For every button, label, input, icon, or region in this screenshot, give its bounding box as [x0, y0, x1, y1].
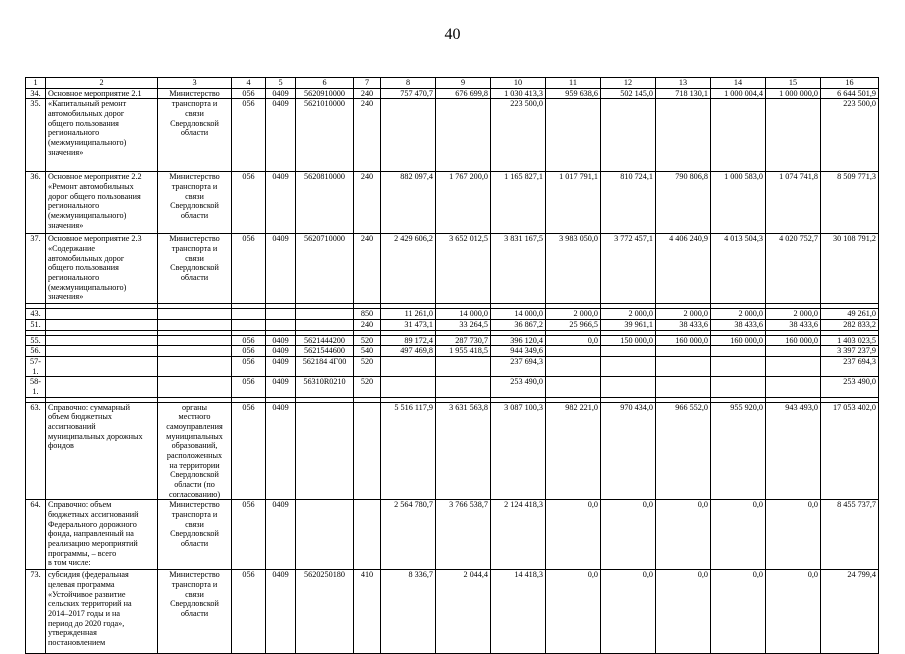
cell-target-article: 5620250180	[296, 570, 354, 654]
header-cell-year-2019: 13	[656, 78, 711, 89]
cell-year-2019: 160 000,0	[656, 335, 711, 346]
cell-row-number: 57-1.	[26, 357, 46, 377]
cell-year-2018	[601, 99, 656, 172]
header-cell-year-2015: 9	[436, 78, 491, 89]
cell-executor	[158, 335, 232, 346]
cell-total: 24 799,4	[821, 570, 879, 654]
cell-target-article: 5620810000	[296, 172, 354, 234]
cell-total: 237 694,3	[821, 357, 879, 377]
cell-total: 223 500,0	[821, 99, 879, 172]
cell-year-2017: 0,0	[546, 335, 601, 346]
cell-year-2019	[656, 346, 711, 357]
cell-section-code	[266, 309, 296, 320]
cell-year-2016: 237 694,3	[491, 357, 546, 377]
cell-executor: транспорта и связи Свердловской области	[158, 99, 232, 172]
cell-target-article: 5621544600	[296, 346, 354, 357]
header-cell-expense-type: 7	[354, 78, 381, 89]
cell-row-number: 64.	[26, 500, 46, 570]
cell-year-2020: 1 000 583,0	[711, 172, 766, 234]
table-row	[26, 377, 879, 397]
cell-year-2018: 2 000,0	[601, 309, 656, 320]
cell-year-2016: 223 500,0	[491, 99, 546, 172]
cell-year-2017: 2 000,0	[546, 309, 601, 320]
cell-year-2018	[601, 377, 656, 397]
cell-year-2021: 160 000,0	[766, 335, 821, 346]
cell-year-2016: 253 490,0	[491, 377, 546, 397]
cell-year-2021: 38 433,6	[766, 320, 821, 331]
cell-year-2021	[766, 346, 821, 357]
cell-year-2015: 3 631 563,8	[436, 402, 491, 500]
cell-year-2016: 3 087 100,3	[491, 402, 546, 500]
cell-year-2019: 0,0	[656, 500, 711, 570]
cell-year-2015: 287 730,7	[436, 335, 491, 346]
cell-grbs-code: 056	[232, 335, 266, 346]
cell-row-number: 35.	[26, 99, 46, 172]
cell-year-2018	[601, 357, 656, 377]
cell-row-number: 58-1.	[26, 377, 46, 397]
cell-year-2019: 2 000,0	[656, 309, 711, 320]
cell-year-2014: 882 097,4	[381, 172, 436, 234]
cell-measure-name: Основное мероприятие 2.2 «Ремонт автомобильных дорог общего пользования регионального (межмуниципального) значения»	[46, 172, 158, 234]
budget-table	[25, 77, 879, 654]
cell-year-2016: 944 349,6	[491, 346, 546, 357]
header-cell-section-code: 5	[266, 78, 296, 89]
cell-target-article	[296, 320, 354, 331]
cell-year-2021: 0,0	[766, 500, 821, 570]
cell-row-number: 34.	[26, 88, 46, 99]
cell-expense-type: 520	[354, 335, 381, 346]
cell-year-2015	[436, 357, 491, 377]
cell-total: 282 833,2	[821, 320, 879, 331]
cell-year-2015	[436, 99, 491, 172]
cell-measure-name	[46, 377, 158, 397]
cell-year-2021	[766, 377, 821, 397]
cell-executor	[158, 309, 232, 320]
table-row	[26, 570, 879, 654]
header-cell-year-2016: 10	[491, 78, 546, 89]
cell-year-2021: 943 493,0	[766, 402, 821, 500]
cell-grbs-code: 056	[232, 88, 266, 99]
cell-section-code: 0409	[266, 335, 296, 346]
cell-target-article: 5621010000	[296, 99, 354, 172]
cell-year-2015: 3 652 012,5	[436, 234, 491, 304]
cell-year-2018: 3 772 457,1	[601, 234, 656, 304]
cell-section-code: 0409	[266, 500, 296, 570]
cell-year-2014	[381, 99, 436, 172]
cell-year-2020: 4 013 504,3	[711, 234, 766, 304]
cell-year-2014: 2 429 606,2	[381, 234, 436, 304]
table-row	[26, 500, 879, 570]
cell-year-2021: 2 000,0	[766, 309, 821, 320]
cell-section-code: 0409	[266, 377, 296, 397]
cell-measure-name	[46, 357, 158, 377]
header-cell-grbs-code: 4	[232, 78, 266, 89]
cell-year-2016: 14 418,3	[491, 570, 546, 654]
table-row	[26, 234, 879, 304]
cell-year-2019: 790 806,8	[656, 172, 711, 234]
cell-year-2017	[546, 377, 601, 397]
cell-year-2020: 0,0	[711, 570, 766, 654]
header-cell-measure-name: 2	[46, 78, 158, 89]
cell-year-2017: 0,0	[546, 500, 601, 570]
cell-year-2019: 966 552,0	[656, 402, 711, 500]
cell-year-2018: 0,0	[601, 570, 656, 654]
cell-year-2019: 4 406 240,9	[656, 234, 711, 304]
cell-year-2014: 2 564 780,7	[381, 500, 436, 570]
cell-year-2016: 14 000,0	[491, 309, 546, 320]
cell-row-number: 73.	[26, 570, 46, 654]
cell-year-2021: 0,0	[766, 570, 821, 654]
cell-year-2021	[766, 357, 821, 377]
cell-year-2017	[546, 357, 601, 377]
header-cell-year-2020: 14	[711, 78, 766, 89]
cell-year-2015: 3 766 538,7	[436, 500, 491, 570]
cell-grbs-code: 056	[232, 402, 266, 500]
cell-year-2015	[436, 377, 491, 397]
cell-year-2016: 1 030 413,3	[491, 88, 546, 99]
cell-expense-type	[354, 402, 381, 500]
cell-measure-name: субсидия (федеральная целевая программа «Устойчивое развитие сельских территорий на 2014–2017 годы и на период до 2020 года», утвержденная постановлением	[46, 570, 158, 654]
cell-target-article	[296, 309, 354, 320]
cell-grbs-code: 056	[232, 346, 266, 357]
cell-year-2020: 1 000 004,4	[711, 88, 766, 99]
cell-year-2021: 1 000 000,0	[766, 88, 821, 99]
cell-executor: Министерство транспорта и связи Свердловской области	[158, 500, 232, 570]
cell-executor	[158, 377, 232, 397]
cell-year-2020	[711, 99, 766, 172]
cell-section-code: 0409	[266, 234, 296, 304]
cell-year-2015: 14 000,0	[436, 309, 491, 320]
cell-year-2015: 2 044,4	[436, 570, 491, 654]
cell-year-2021: 4 020 752,7	[766, 234, 821, 304]
cell-year-2014	[381, 357, 436, 377]
cell-year-2021: 1 074 741,8	[766, 172, 821, 234]
cell-grbs-code: 056	[232, 570, 266, 654]
cell-expense-type: 850	[354, 309, 381, 320]
cell-row-number: 43.	[26, 309, 46, 320]
cell-year-2017	[546, 346, 601, 357]
cell-section-code: 0409	[266, 172, 296, 234]
cell-expense-type: 520	[354, 377, 381, 397]
cell-year-2014: 31 473,1	[381, 320, 436, 331]
table-row	[26, 309, 879, 320]
cell-measure-name	[46, 335, 158, 346]
header-row	[26, 78, 879, 89]
cell-measure-name	[46, 346, 158, 357]
cell-total: 253 490,0	[821, 377, 879, 397]
cell-year-2020: 160 000,0	[711, 335, 766, 346]
cell-year-2015: 33 264,5	[436, 320, 491, 331]
cell-total: 6 644 501,9	[821, 88, 879, 99]
cell-row-number: 63.	[26, 402, 46, 500]
cell-total: 17 053 402,0	[821, 402, 879, 500]
cell-year-2020: 0,0	[711, 500, 766, 570]
table-row	[26, 335, 879, 346]
cell-expense-type: 240	[354, 234, 381, 304]
cell-year-2014: 89 172,4	[381, 335, 436, 346]
cell-expense-type: 240	[354, 99, 381, 172]
cell-year-2017: 1 017 791,1	[546, 172, 601, 234]
cell-target-article: 5621444200	[296, 335, 354, 346]
cell-year-2020: 2 000,0	[711, 309, 766, 320]
cell-year-2018: 810 724,1	[601, 172, 656, 234]
cell-year-2020	[711, 346, 766, 357]
header-cell-row-number: 1	[26, 78, 46, 89]
cell-executor: Министерство	[158, 88, 232, 99]
cell-target-article: 5620710000	[296, 234, 354, 304]
cell-total: 30 108 791,2	[821, 234, 879, 304]
cell-year-2019	[656, 99, 711, 172]
cell-executor: Министерство транспорта и связи Свердловской области	[158, 234, 232, 304]
cell-section-code: 0409	[266, 570, 296, 654]
header-cell-total: 16	[821, 78, 879, 89]
cell-year-2019	[656, 377, 711, 397]
cell-measure-name: Основное мероприятие 2.3 «Содержание автомобильных дорог общего пользования регионального (межмуниципального) значения»	[46, 234, 158, 304]
cell-year-2017: 959 638,6	[546, 88, 601, 99]
cell-year-2016: 1 165 827,1	[491, 172, 546, 234]
header-cell-executor: 3	[158, 78, 232, 89]
cell-total: 3 397 237,9	[821, 346, 879, 357]
cell-section-code: 0409	[266, 357, 296, 377]
cell-section-code: 0409	[266, 346, 296, 357]
cell-year-2018: 970 434,0	[601, 402, 656, 500]
cell-measure-name	[46, 309, 158, 320]
cell-grbs-code	[232, 309, 266, 320]
cell-year-2014: 11 261,0	[381, 309, 436, 320]
cell-year-2018	[601, 346, 656, 357]
cell-year-2015: 1 955 418,5	[436, 346, 491, 357]
table-row	[26, 88, 879, 99]
cell-executor: органы местного самоуправления муниципальных образований, расположенных на территории Свердловской области (по согласованию)	[158, 402, 232, 500]
cell-measure-name: Справочно: объем бюджетных ассигнований Федерального дорожного фонда, направленный на реализацию мероприятий программы, – всего в том числе:	[46, 500, 158, 570]
cell-row-number: 56.	[26, 346, 46, 357]
cell-expense-type: 520	[354, 357, 381, 377]
cell-total: 8 509 771,3	[821, 172, 879, 234]
cell-grbs-code: 056	[232, 99, 266, 172]
cell-target-article	[296, 500, 354, 570]
cell-grbs-code: 056	[232, 357, 266, 377]
cell-section-code: 0409	[266, 99, 296, 172]
cell-expense-type: 410	[354, 570, 381, 654]
cell-executor	[158, 320, 232, 331]
cell-expense-type: 240	[354, 320, 381, 331]
cell-year-2019: 0,0	[656, 570, 711, 654]
cell-executor: Министерство транспорта и связи Свердловской области	[158, 172, 232, 234]
cell-row-number: 36.	[26, 172, 46, 234]
cell-grbs-code: 056	[232, 234, 266, 304]
cell-year-2020: 38 433,6	[711, 320, 766, 331]
cell-year-2019: 718 130,1	[656, 88, 711, 99]
cell-expense-type: 540	[354, 346, 381, 357]
table-row	[26, 320, 879, 331]
cell-year-2015: 1 767 200,0	[436, 172, 491, 234]
cell-year-2018: 0,0	[601, 500, 656, 570]
cell-year-2014: 8 336,7	[381, 570, 436, 654]
table-row	[26, 346, 879, 357]
cell-year-2014: 497 469,8	[381, 346, 436, 357]
cell-year-2017: 0,0	[546, 570, 601, 654]
cell-measure-name	[46, 320, 158, 331]
cell-year-2019: 38 433,6	[656, 320, 711, 331]
cell-total: 1 403 023,5	[821, 335, 879, 346]
cell-year-2017: 3 983 050,0	[546, 234, 601, 304]
cell-total: 8 455 737,7	[821, 500, 879, 570]
cell-year-2019	[656, 357, 711, 377]
cell-year-2014	[381, 377, 436, 397]
table-row	[26, 172, 879, 234]
cell-expense-type: 240	[354, 88, 381, 99]
cell-measure-name: «Капитальный ремонт автомобильных дорог общего пользования регионального (межмуниципального) значения»	[46, 99, 158, 172]
cell-year-2017	[546, 99, 601, 172]
header-cell-year-2017: 11	[546, 78, 601, 89]
cell-executor	[158, 346, 232, 357]
cell-year-2016: 396 120,4	[491, 335, 546, 346]
cell-expense-type	[354, 500, 381, 570]
cell-year-2021	[766, 99, 821, 172]
cell-year-2020: 955 920,0	[711, 402, 766, 500]
cell-target-article: 56310R0210	[296, 377, 354, 397]
cell-section-code	[266, 320, 296, 331]
cell-year-2020	[711, 357, 766, 377]
cell-row-number: 51.	[26, 320, 46, 331]
cell-executor: Министерство транспорта и связи Свердловской области	[158, 570, 232, 654]
cell-executor	[158, 357, 232, 377]
table-row	[26, 99, 879, 172]
cell-year-2018: 39 961,1	[601, 320, 656, 331]
cell-section-code: 0409	[266, 402, 296, 500]
cell-target-article: 562184 4Г00	[296, 357, 354, 377]
page-number: 40	[444, 26, 461, 43]
cell-year-2016: 3 831 167,5	[491, 234, 546, 304]
header-cell-year-2018: 12	[601, 78, 656, 89]
cell-year-2015: 676 699,8	[436, 88, 491, 99]
cell-year-2016: 2 124 418,3	[491, 500, 546, 570]
cell-year-2014: 5 516 117,9	[381, 402, 436, 500]
cell-year-2016: 36 867,2	[491, 320, 546, 331]
cell-target-article	[296, 402, 354, 500]
cell-total: 49 261,0	[821, 309, 879, 320]
cell-year-2018: 150 000,0	[601, 335, 656, 346]
table-row	[26, 357, 879, 377]
cell-measure-name: Основное мероприятие 2.1	[46, 88, 158, 99]
cell-target-article: 5620910000	[296, 88, 354, 99]
cell-grbs-code: 056	[232, 500, 266, 570]
cell-year-2018: 502 145,0	[601, 88, 656, 99]
header-cell-year-2021: 15	[766, 78, 821, 89]
cell-grbs-code: 056	[232, 172, 266, 234]
cell-section-code: 0409	[266, 88, 296, 99]
cell-row-number: 55.	[26, 335, 46, 346]
header-cell-target-article: 6	[296, 78, 354, 89]
cell-year-2014: 757 470,7	[381, 88, 436, 99]
table-row	[26, 402, 879, 500]
cell-year-2017: 25 966,5	[546, 320, 601, 331]
cell-year-2020	[711, 377, 766, 397]
cell-year-2017: 982 221,0	[546, 402, 601, 500]
cell-grbs-code: 056	[232, 377, 266, 397]
header-cell-year-2014: 8	[381, 78, 436, 89]
cell-grbs-code	[232, 320, 266, 331]
cell-row-number: 37.	[26, 234, 46, 304]
cell-measure-name: Справочно: суммарный объем бюджетных ассигнований муниципальных дорожных фондов	[46, 402, 158, 500]
cell-expense-type: 240	[354, 172, 381, 234]
